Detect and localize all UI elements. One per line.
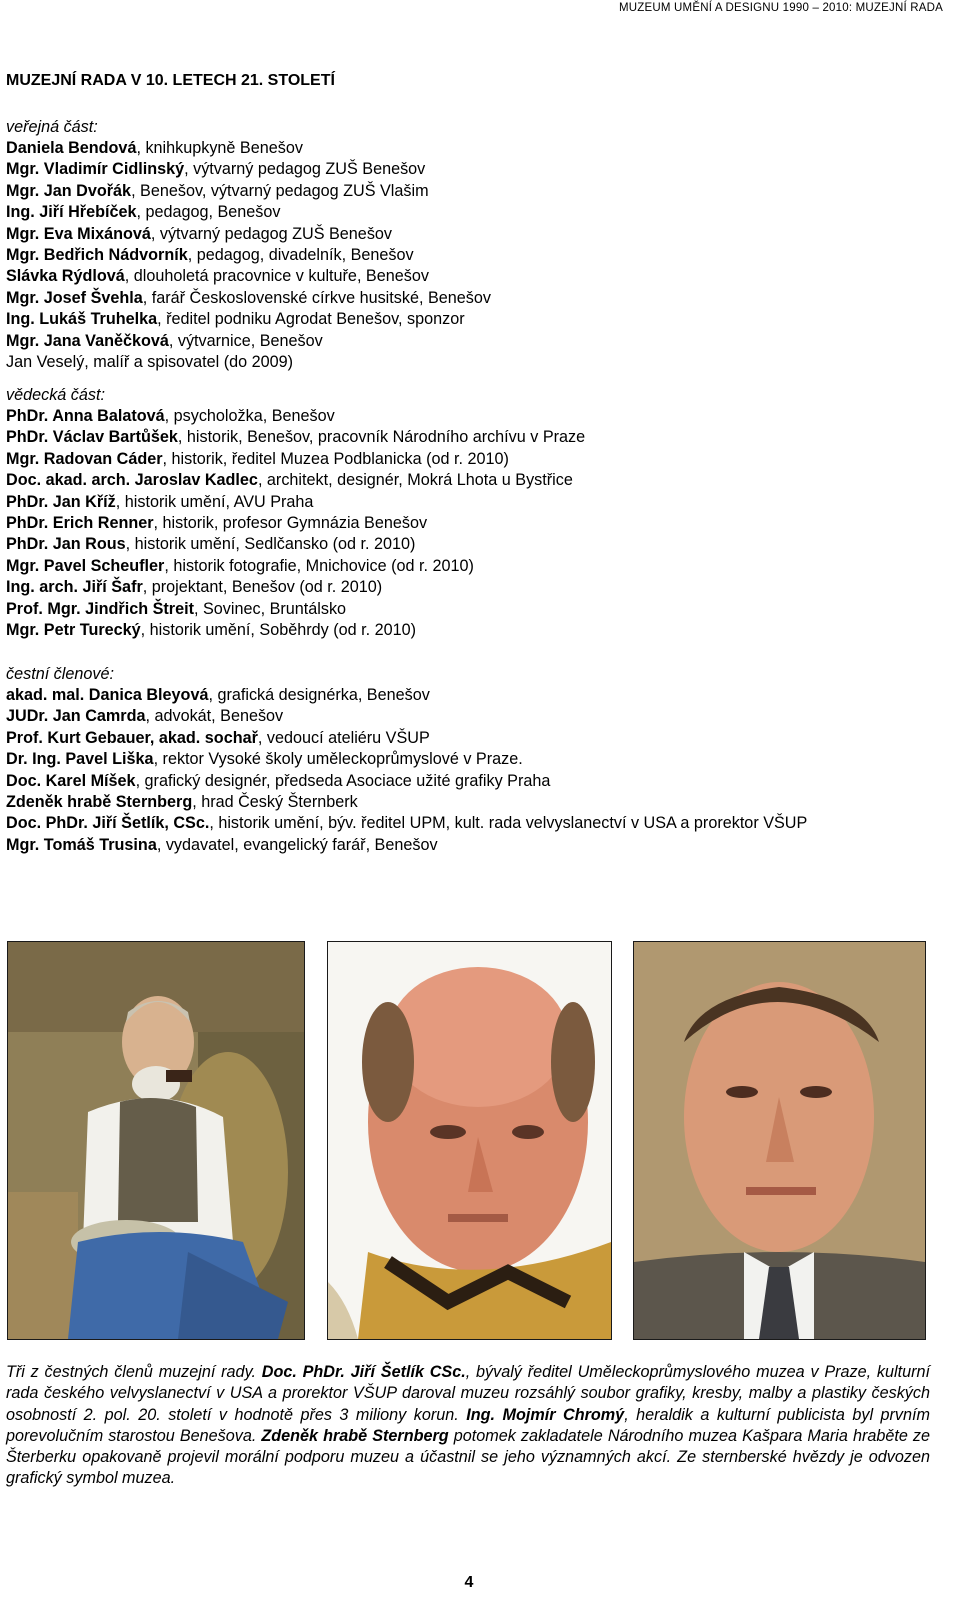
caption-text: Tři z čestných členů muzejní rady. — [6, 1363, 262, 1381]
member-entry — [6, 470, 585, 491]
member-entry — [6, 224, 491, 245]
member-title: Prof. — [6, 728, 48, 747]
member-name: Karel Míšek — [45, 771, 136, 790]
member-title: Mgr. — [6, 181, 44, 200]
member-description: , historik fotografie, Mnichovice (od r. 2010) — [164, 556, 474, 575]
member-name: Václav Bartůšek — [52, 428, 178, 447]
photo-man-with-tie — [633, 941, 926, 1340]
photo-balding-man — [327, 941, 612, 1340]
member-description: , historik umění, Soběhrdy (od r. 2010) — [140, 620, 416, 639]
member-title: Ing. — [6, 203, 40, 222]
member-name: Lukáš Truhelka — [39, 310, 158, 329]
member-name: Kurt Gebauer, akad. sochař — [47, 728, 258, 747]
member-name: Eva Mixánová — [43, 224, 151, 243]
section-heading: vědecká část: — [6, 386, 105, 404]
member-entry — [6, 599, 585, 620]
member-title: PhDr. — [6, 492, 53, 511]
member-name: Petr Turecký — [43, 620, 141, 639]
member-title: PhDr. — [6, 407, 53, 425]
member-title: Ing. — [6, 310, 40, 329]
member-title: Mgr. — [6, 449, 44, 468]
member-list — [6, 138, 491, 373]
member-description: , výtvarný pedagog ZUŠ Benešov — [184, 160, 426, 179]
member-entry — [6, 513, 585, 534]
member-title: JUDr. — [6, 707, 53, 726]
member-description: , Sovinec, Bruntálsko — [194, 599, 347, 618]
member-name: Jiří Šafr — [82, 578, 143, 597]
member-name: Erich Renner — [52, 513, 154, 532]
member-description: , historik, profesor Gymnázia Benešov — [153, 513, 428, 532]
member-name: Bedřich Nádvorník — [43, 245, 188, 264]
member-name: Anna Balatová — [52, 407, 165, 425]
member-name: Jiří Hřebíček — [39, 203, 137, 222]
member-entry — [6, 352, 491, 373]
member-entry — [6, 492, 585, 513]
member-description: , grafický designér, předseda Asociace užité grafiky Praha — [135, 771, 551, 790]
caption-text: , bývalý ředitel Uměleckoprůmyslového muzea v Praze, kulturní rada českého velvyslanectví v USA a prorektor VŠUP daroval muzeu rozsáhlý soubor grafiky, kresby, malby a plastiky českých osobností 2. pol. 20. století v hodnotě přes 3 miliony korun. — [6, 1363, 931, 1424]
photo-caption — [6, 1362, 930, 1490]
member-title: Mgr. — [6, 556, 44, 575]
member-entry — [6, 309, 491, 330]
member-title: Mgr. — [6, 160, 44, 179]
member-name: Vladimír Cidlinský — [43, 160, 185, 179]
member-description: , historik, Benešov, pracovník Národního archívu v Praze — [177, 428, 586, 447]
photo-man-with-pipe — [7, 941, 305, 1340]
member-title: Mgr. — [6, 331, 44, 350]
member-name: Jindřich Štreit — [85, 599, 194, 618]
section-public — [6, 117, 491, 373]
member-entry — [6, 449, 585, 470]
member-name: Tomáš Trusina — [43, 835, 157, 854]
member-description: , knihkupkyně Benešov — [136, 139, 303, 157]
member-name: Jan Dvořák — [43, 181, 132, 200]
member-entry — [6, 835, 807, 856]
member-entry — [6, 406, 585, 427]
member-description: , dlouholetá pracovnice v kultuře, Benešov — [124, 267, 429, 286]
member-name: Radovan Cáder — [43, 449, 163, 468]
member-entry — [6, 685, 807, 706]
member-entry — [6, 159, 491, 180]
member-name: Jan Kříž — [52, 492, 116, 511]
member-title: PhDr. — [6, 535, 53, 554]
member-description: , rektor Vysoké školy uměleckoprůmyslové v Praze. — [153, 750, 523, 769]
caption-text: potomek zakladatele Národního muzea Kašpara Maria hraběte ze Šterberku opakovaně projevil morální podporu muzeu a účastnil se jeho významných akcí. Ze sternberské hvězdy je odvozen grafický symbol muzea. — [6, 1426, 930, 1488]
member-entry — [6, 728, 807, 749]
member-description: , vydavatel, evangelický farář, Benešov — [156, 835, 438, 854]
member-title: PhDr. — [6, 428, 53, 447]
member-description: , farář Československé církve husitské, Benešov — [142, 288, 491, 307]
running-header: MUZEUM UMĚNÍ A DESIGNU 1990 – 2010: MUZEJNÍ RADA — [618, 2, 943, 14]
member-list — [6, 406, 585, 641]
member-list — [6, 685, 807, 856]
member-description: , psycholožka, Benešov — [164, 407, 335, 425]
member-description: , hrad Český Šternberk — [192, 792, 358, 811]
page-number: 4 — [464, 1574, 474, 1591]
section-heading: čestní členové: — [6, 665, 114, 683]
member-entry — [6, 202, 491, 223]
member-title: Mgr. — [6, 288, 44, 307]
member-title: akad. mal. — [6, 686, 89, 704]
member-name: Josef Švehla — [43, 288, 143, 307]
page-title: MUZEJNÍ RADA V 10. LETECH 21. STOLETÍ — [6, 72, 335, 89]
member-name: Pavel Scheufler — [43, 556, 165, 575]
member-description: , Benešov, výtvarný pedagog ZUŠ Vlašim — [131, 181, 429, 200]
member-entry — [6, 245, 491, 266]
member-title: Mgr. — [6, 620, 44, 639]
member-name: Pavel Liška — [65, 750, 154, 769]
member-description: , historik umění, Sedlčansko (od r. 2010) — [125, 535, 416, 554]
member-entry — [6, 266, 491, 287]
member-entry — [6, 556, 585, 577]
member-description: , historik umění, AVU Praha — [115, 492, 314, 511]
member-description: , projektant, Benešov (od r. 2010) — [142, 578, 383, 597]
member-description: , ředitel podniku Agrodat Benešov, sponzor — [157, 310, 465, 329]
section-honorary — [6, 664, 807, 856]
caption-name-setlik: Doc. PhDr. Jiří Šetlík CSc. — [261, 1363, 466, 1381]
member-entry — [6, 706, 807, 727]
member-description: , vedoucí ateliéru VŠUP — [257, 728, 430, 747]
member-entry — [6, 771, 807, 792]
member-title: Prof. Mgr. — [6, 599, 86, 618]
member-description: , pedagog, Benešov — [136, 203, 281, 222]
member-entry — [6, 620, 585, 641]
member-name: Zdeněk hrabě Sternberg — [6, 792, 193, 811]
member-entry — [6, 427, 585, 448]
member-description: , historik, ředitel Muzea Podblanicka (od r. 2010) — [162, 449, 509, 468]
caption-text: , heraldik a kulturní publicista byl prvním porevolučním starostou Benešova. — [6, 1405, 930, 1445]
member-description: , výtvarnice, Benešov — [168, 331, 323, 350]
member-title: Mgr. — [6, 245, 44, 264]
member-description: Jan Veselý, malíř a spisovatel (do 2009) — [6, 352, 294, 371]
member-name: Daniela Bendová — [6, 139, 137, 157]
member-entry — [6, 534, 585, 555]
member-title: Doc. — [6, 771, 46, 790]
member-name: Jan Rous — [52, 535, 126, 554]
member-name: Danica Bleyová — [88, 686, 209, 704]
member-entry — [6, 749, 807, 770]
member-description: , pedagog, divadelník, Benešov — [187, 245, 414, 264]
member-description: , architekt, designér, Mokrá Lhota u Bystřice — [257, 471, 573, 490]
member-title: Ing. arch. — [6, 578, 83, 597]
section-heading: veřejná část: — [6, 118, 98, 136]
member-entry — [6, 792, 807, 813]
member-name: Jana Vaněčková — [43, 331, 169, 350]
member-title: Mgr. — [6, 835, 44, 854]
member-title: Doc. akad. arch. — [6, 471, 135, 490]
member-description: , grafická designérka, Benešov — [208, 686, 430, 704]
member-entry — [6, 331, 491, 352]
member-name: Slávka Rýdlová — [6, 267, 125, 286]
member-description: , výtvarný pedagog ZUŠ Benešov — [150, 224, 393, 243]
member-description: , advokát, Benešov — [145, 707, 284, 726]
caption-name-sternberg: Zdeněk hrabě Sternberg — [261, 1426, 449, 1445]
caption-name-chromy: Ing. Mojmír Chromý — [466, 1405, 625, 1424]
member-entry — [6, 138, 491, 159]
member-title: Mgr. — [6, 224, 44, 243]
member-title: Dr. Ing. — [6, 750, 66, 769]
member-title: PhDr. — [6, 513, 53, 532]
member-title: Doc. PhDr. — [6, 814, 93, 833]
member-name: Jiří Šetlík, CSc. — [92, 814, 210, 833]
member-name: Jan Camrda — [52, 707, 146, 726]
member-entry — [6, 813, 807, 834]
member-entry — [6, 181, 491, 202]
member-entry — [6, 288, 491, 309]
member-name: Jaroslav Kadlec — [134, 471, 258, 490]
member-entry — [6, 577, 585, 598]
member-description: , historik umění, býv. ředitel UPM, kult. rada velvyslanectví v USA a prorektor VŠUP — [209, 814, 808, 833]
section-scientific — [6, 385, 585, 641]
